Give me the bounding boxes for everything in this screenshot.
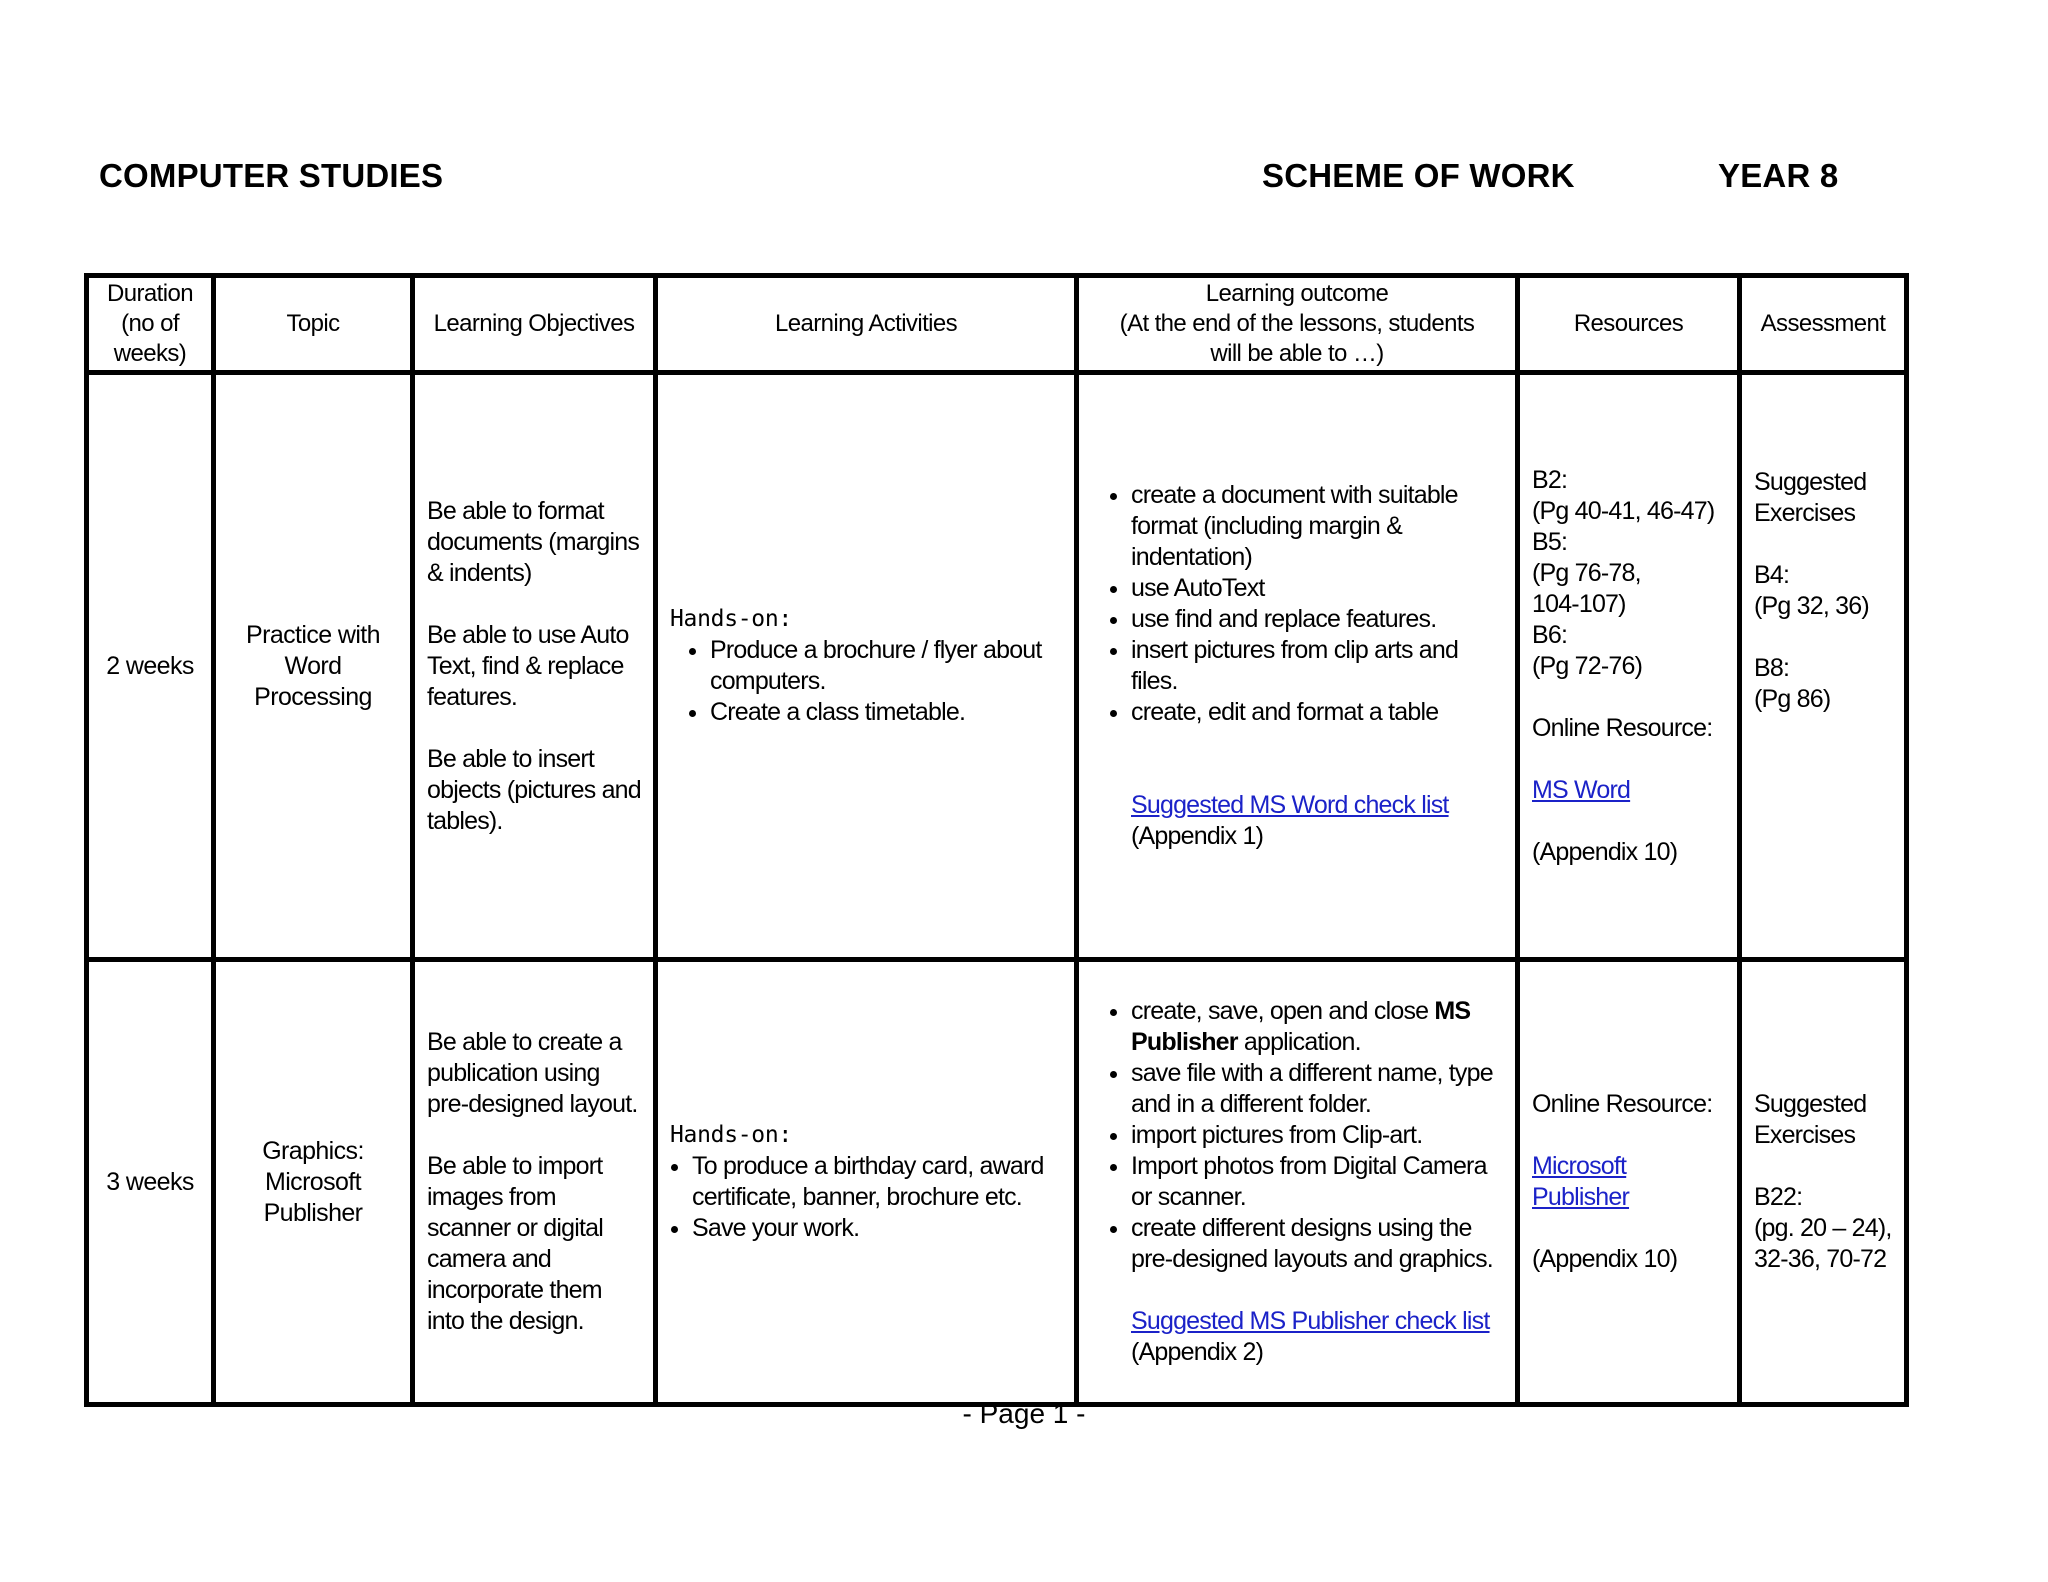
list-item: • use AutoText <box>1131 573 1503 604</box>
col-header-duration: Duration (no of weeks) <box>87 276 214 373</box>
list-item: • create different designs using the pre-designed layouts and graphics. <box>1131 1213 1503 1275</box>
outcome-cell <box>1077 960 1518 1405</box>
assessment-cell: Suggested Exercises B4: (Pg 32, 36) B8: (Pg 86) <box>1740 373 1907 960</box>
activities-cell <box>656 960 1077 1405</box>
list-item: • Create a class timetable. <box>710 697 1062 728</box>
table-header-row <box>87 276 1907 373</box>
list-item: • Save your work. <box>692 1213 1062 1244</box>
appendix-ref: (Appendix 1) <box>1131 822 1264 850</box>
col-header-resources: Resources <box>1518 276 1740 373</box>
ms-publisher-checklist-link[interactable]: Suggested MS Publisher check list <box>1131 1307 1490 1335</box>
assessment-cell: Suggested Exercises B22: (pg. 20 – 24), 32-36, 70-72 <box>1740 960 1907 1405</box>
col-header-topic: Topic <box>214 276 413 373</box>
col-header-outcome: Learning outcome (At the end of the lessons, students will be able to …) <box>1077 276 1518 373</box>
list-item: • create, edit and format a table <box>1131 697 1503 728</box>
list-item: • To produce a birthday card, award certificate, banner, brochure etc. <box>692 1151 1062 1213</box>
list-item: • insert pictures from clip arts and files. <box>1131 635 1503 697</box>
activities-heading: Hands-on: <box>670 1122 792 1148</box>
list-item: • use find and replace features. <box>1131 604 1503 635</box>
topic-cell: Practice with Word Processing <box>214 373 413 960</box>
resources-cell: Online Resource: Microsoft Publisher (Appendix 10) <box>1518 960 1740 1405</box>
objectives-cell: Be able to create a publication using pre-designed layout. Be able to import images from scanner or digital camera and incorporate them into the design. <box>413 960 656 1405</box>
year-label: YEAR 8 <box>1718 157 1839 194</box>
activities-cell <box>656 373 1077 960</box>
list-item: • save file with a different name, type and in a different folder. <box>1131 1058 1503 1120</box>
subject-title: COMPUTER STUDIES <box>99 157 444 194</box>
col-header-activities: Learning Activities <box>656 276 1077 373</box>
activities-heading: Hands-on: <box>670 606 792 632</box>
ms-word-resource-link[interactable]: MS Word <box>1532 775 1631 804</box>
ms-publisher-resource-link[interactable]: Microsoft Publisher <box>1532 1152 1630 1211</box>
objectives-cell: Be able to format documents (margins & indents) Be able to use Auto Text, find & replace features. Be able to insert objects (pictures and tables). <box>413 373 656 960</box>
duration-cell: 2 weeks <box>87 373 214 960</box>
topic-cell: Graphics: Microsoft Publisher <box>214 960 413 1405</box>
table-row <box>87 960 1907 1405</box>
ms-word-checklist-link[interactable]: Suggested MS Word check list <box>1131 791 1449 819</box>
scheme-of-work-table <box>84 273 1909 1407</box>
document-title: SCHEME OF WORK <box>1262 157 1575 194</box>
list-item: • Import photos from Digital Camera or scanner. <box>1131 1151 1503 1213</box>
outcome-cell <box>1077 373 1518 960</box>
list-item: • create a document with suitable format (including margin & indentation) <box>1131 480 1503 573</box>
page-number: - Page 1 - <box>962 1398 1086 1429</box>
list-item: • create, save, open and close MS Publisher application. <box>1131 996 1503 1058</box>
col-header-objectives: Learning Objectives <box>413 276 656 373</box>
list-item: • import pictures from Clip-art. <box>1131 1120 1503 1151</box>
col-header-assessment: Assessment <box>1740 276 1907 373</box>
table-row <box>87 373 1907 960</box>
appendix-ref: (Appendix 2) <box>1131 1338 1264 1366</box>
resources-cell: B2: (Pg 40-41, 46-47) B5: (Pg 76-78, 104-107) B6: (Pg 72-76) Online Resource: MS Word (Appendix 10) <box>1518 373 1740 960</box>
duration-cell: 3 weeks <box>87 960 214 1405</box>
list-item: • Produce a brochure / flyer about computers. <box>710 635 1062 697</box>
